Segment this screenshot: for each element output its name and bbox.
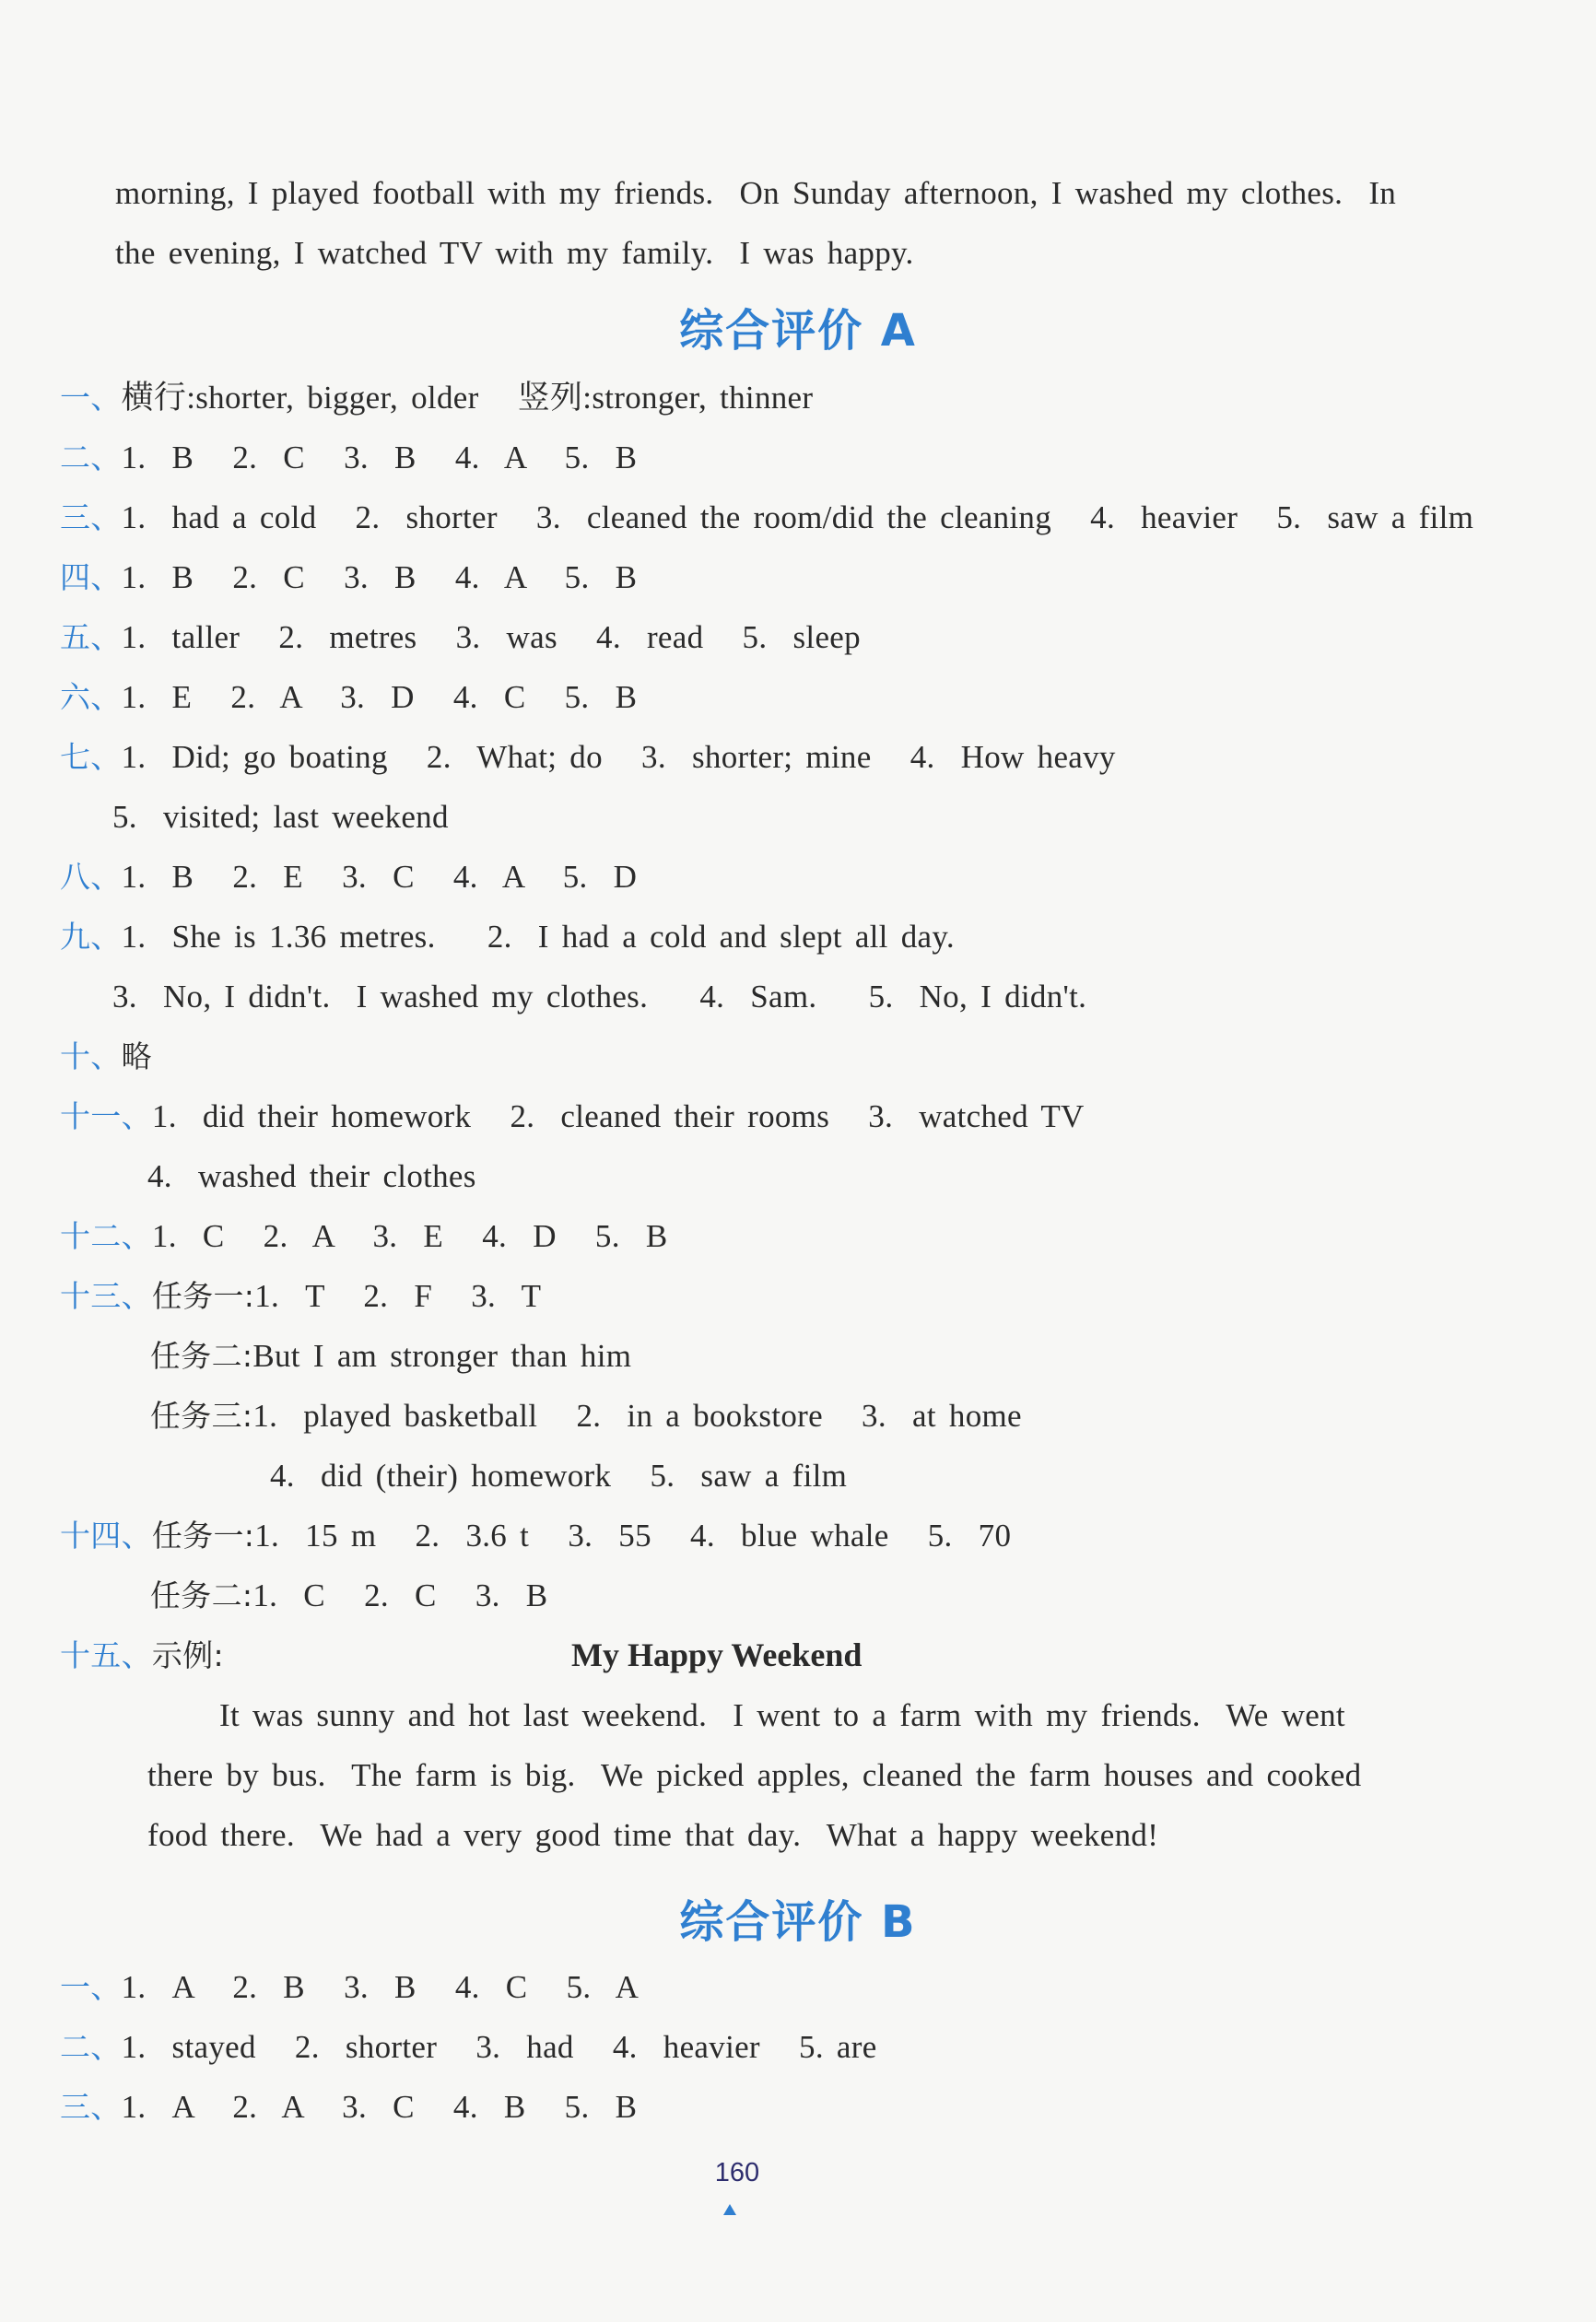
essay-line-2: there by bus. The farm is big. We picked apples, cleaned the farm houses and cooked (147, 1757, 1362, 1793)
question-number: 一、 (60, 1969, 122, 2005)
answer-text: 1. taller 2. metres 3. was 4. read 5. sleep (121, 619, 861, 655)
answer-text: 1. C 2. C 3. B (252, 1577, 548, 1613)
answer-text: 1. Did; go boating 2. What; do 3. shorter; mine 4. How heavy (121, 739, 1116, 775)
question-number: 四、 (60, 559, 122, 595)
answer-row-b3 (60, 2087, 637, 2128)
intro-line-1: morning, I played football with my friends. On Sunday afternoon, I washed my clothes. In (115, 175, 1397, 211)
task-label: 任务一: (151, 1518, 255, 1554)
example-label: 示例: (151, 1637, 224, 1673)
answer-text: 1. T 2. F 3. T (254, 1278, 542, 1314)
answer-text: 1. B 2. C 3. B 4. A 5. B (121, 440, 638, 475)
task-label: 任务二: (150, 1338, 253, 1374)
question-number: 十五、 (60, 1637, 152, 1673)
answer-row-2 (60, 438, 637, 478)
question-number: 二、 (60, 2029, 122, 2065)
answer-row-9-cont: 3. No, I didn't. I washed my clothes. 4. Sam. 5. No, I didn't. (112, 979, 1087, 1014)
question-number: 十二、 (60, 1218, 152, 1254)
question-number: 十一、 (60, 1098, 152, 1134)
answer-text: 1. E 2. A 3. D 4. C 5. B (121, 679, 638, 715)
answer-row-13-task3-cont: 4. did (their) homework 5. saw a film (270, 1458, 848, 1494)
section-a-title: 综合评价 A (679, 305, 917, 357)
answer-text: 1. A 2. B 3. B 4. C 5. A (121, 1969, 640, 2005)
answer-text: 1. stayed 2. shorter 3. had 4. heavier 5. are (121, 2029, 877, 2065)
answer-row-13-task2 (150, 1336, 631, 1377)
answer-row-13 (60, 1276, 541, 1317)
answer-row-4 (60, 557, 637, 598)
answer-text: 1. did their homework 2. cleaned their rooms 3. watched TV (151, 1098, 1085, 1134)
answer-row-13-task3 (150, 1396, 1022, 1437)
question-number: 八、 (60, 859, 122, 895)
answer-row-b2 (60, 2027, 877, 2068)
answer-text: 1. 15 m 2. 3.6 t 3. 55 4. blue whale 5. 70 (254, 1518, 1012, 1554)
section-b-title: 综合评价 B (679, 1896, 917, 1948)
answer-row-14 (60, 1516, 1011, 1556)
question-number: 一、 (60, 380, 122, 416)
answer-text: 1. C 2. A 3. E 4. D 5. B (151, 1218, 668, 1254)
answer-text: 1. She is 1.36 metres. 2. I had a cold and slept all day. (121, 919, 955, 955)
answer-row-3 (60, 498, 1473, 538)
essay-line-1: It was sunny and hot last weekend. I went to a farm with my friends. We went (219, 1697, 1345, 1733)
answer-row-14-task2 (150, 1576, 547, 1616)
task-label: 任务二: (150, 1577, 253, 1613)
answer-row-7-cont: 5. visited; last weekend (112, 799, 449, 835)
answer-text: 1. had a cold 2. shorter 3. cleaned the room/did the cleaning 4. heavier 5. saw a film (121, 499, 1474, 535)
answer-row-6 (60, 677, 637, 718)
answer-row-b1 (60, 1967, 639, 2008)
essay-title: My Happy Weekend (571, 1636, 863, 1673)
answer-text: 1. A 2. A 3. C 4. B 5. B (121, 2089, 638, 2125)
answer-text: 1. B 2. C 3. B 4. A 5. B (121, 559, 638, 595)
question-number: 三、 (60, 499, 122, 535)
answer-text: 1. played basketball 2. in a bookstore 3. at home (252, 1398, 1022, 1434)
answer-row-9 (60, 917, 955, 957)
answer-row-5 (60, 617, 861, 658)
question-number: 七、 (60, 739, 122, 775)
answer-row-11 (60, 1096, 1085, 1137)
question-number: 九、 (60, 919, 122, 955)
answer-text: 1. B 2. E 3. C 4. A 5. D (121, 859, 638, 895)
answer-row-11-cont: 4. washed their clothes (147, 1158, 476, 1194)
answer-text: 横行:shorter, bigger, older 竖列:stronger, thinner (121, 380, 814, 416)
question-number: 三、 (60, 2089, 122, 2125)
question-number: 六、 (60, 679, 122, 715)
answer-text: But I am stronger than him (252, 1338, 632, 1374)
answer-row-1 (60, 378, 813, 418)
question-number: 十、 (60, 1038, 122, 1074)
answer-row-7 (60, 737, 1116, 778)
answer-row-8 (60, 857, 637, 897)
question-number: 十四、 (60, 1518, 152, 1554)
answer-row-15 (60, 1636, 224, 1676)
essay-line-3: food there. We had a very good time that day. What a happy weekend! (147, 1817, 1159, 1853)
question-number: 二、 (60, 440, 122, 475)
page-marker-icon (723, 2204, 736, 2215)
task-label: 任务三: (150, 1398, 253, 1434)
answer-row-12 (60, 1216, 668, 1257)
question-number: 十三、 (60, 1278, 152, 1314)
answer-text: 略 (121, 1038, 152, 1074)
task-label: 任务一: (151, 1278, 255, 1314)
answer-row-10 (60, 1037, 152, 1077)
question-number: 五、 (60, 619, 122, 655)
intro-line-2: the evening, I watched TV with my family. I was happy. (115, 235, 914, 271)
page-number: 160 (714, 2158, 760, 2187)
